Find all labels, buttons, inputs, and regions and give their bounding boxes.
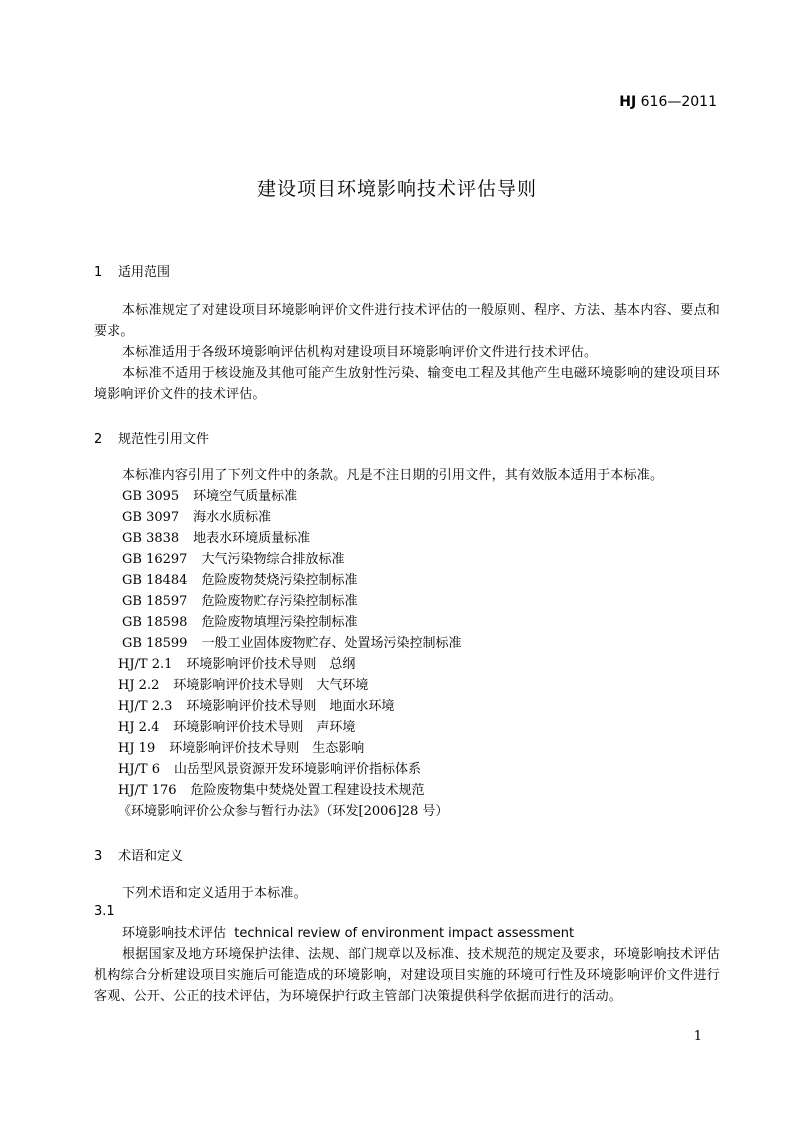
reference-name: 环境影响评价技术导则 大气环境: [173, 678, 369, 693]
section-2-heading: [94, 428, 209, 447]
reference-name: 危险废物贮存污染控制标准: [201, 594, 358, 609]
section-title: 适用范围: [118, 265, 171, 280]
reference-code: GB 16297: [122, 552, 188, 567]
term-chinese: 环境影响技术评估: [122, 926, 227, 941]
reference-name: 环境空气质量标准: [193, 489, 298, 504]
reference-item: 《环境影响评价公众参与暂行办法》（环发[2006]28 号）: [118, 804, 449, 819]
reference-item: [122, 507, 271, 528]
reference-name: 危险废物集中焚烧处置工程建设技术规范: [190, 783, 425, 798]
reference-name: 环境影响评价技术导则 地面水环境: [186, 699, 395, 714]
term-definition: 根据国家及地方环境保护法律、法规、部门规章以及标准、技术规范的规定及要求，环境影响技术评估机构综合分析建设项目实施后可能造成的环境影响，对建设项目实施的环境可行性及环境影响评价文件进行客观、公开、公正的技术评估，为环境保护行政主管部门决策提供科学依据而进行的活动。: [94, 947, 720, 1004]
paragraph: 本标准内容引用了下列文件中的条款。凡是不注日期的引用文件，其有效版本适用于本标准。: [122, 468, 664, 483]
reference-name: 山岳型风景资源开发环境影响评价指标体系: [174, 762, 422, 777]
reference-item: [122, 486, 297, 507]
reference-item: [118, 654, 355, 675]
reference-name: 一般工业固体废物贮存、处置场污染控制标准: [201, 636, 462, 651]
reference-item: [122, 633, 461, 654]
reference-item: [122, 612, 357, 633]
reference-item: [118, 675, 368, 696]
reference-code: HJ/T 2.1: [118, 657, 173, 672]
reference-name: 大气污染物综合排放标准: [201, 552, 345, 567]
section-number: 2: [94, 432, 103, 447]
reference-name: 危险废物焚烧污染控制标准: [201, 573, 358, 588]
standard-code-suffix: 616—2011: [636, 94, 717, 110]
reference-name: 地表水环境质量标准: [193, 531, 311, 546]
reference-name: 环境影响评价技术导则 声环境: [173, 720, 356, 735]
reference-code: GB 18484: [122, 573, 188, 588]
reference-item: [122, 549, 344, 570]
reference-name: 危险废物填埋污染控制标准: [201, 615, 358, 630]
paragraph: 下列术语和定义适用于本标准。: [122, 886, 307, 901]
term-number: 3.1: [94, 904, 115, 919]
reference-code: HJ 2.2: [118, 678, 160, 693]
section-title: 术语和定义: [118, 849, 184, 864]
reference-code: HJ/T 2.3: [118, 699, 173, 714]
reference-item: [118, 696, 394, 717]
reference-item: [122, 570, 357, 591]
reference-code: GB 3097: [122, 510, 180, 525]
section-number: 3: [94, 849, 103, 864]
standard-code: [619, 94, 717, 110]
reference-name: 环境影响评价技术导则 生态影响: [169, 741, 365, 756]
section-3-heading: [94, 845, 183, 864]
section-1-heading: [94, 261, 170, 280]
reference-name: 海水水质标准: [193, 510, 272, 525]
reference-code: HJ 2.4: [118, 720, 160, 735]
reference-item: [122, 591, 357, 612]
paragraph: 本标准规定了对建设项目环境影响评价文件进行技术评估的一般原则、程序、方法、基本内容、要点和要求。: [94, 303, 720, 339]
term-english: technical review of environment impact assessment: [234, 926, 575, 941]
document-title: 建设项目环境影响技术评估导则: [256, 178, 537, 200]
reference-code: GB 18599: [122, 636, 188, 651]
reference-item: [118, 717, 355, 738]
reference-code: GB 18598: [122, 615, 188, 630]
paragraph: 本标准适用于各级环境影响评估机构对建设项目环境影响评价文件进行技术评估。: [122, 345, 598, 360]
reference-code: HJ 19: [118, 741, 156, 756]
reference-code: GB 3095: [122, 489, 180, 504]
reference-code: HJ/T 6: [118, 762, 161, 777]
section-title: 规范性引用文件: [118, 432, 210, 447]
paragraph: 本标准不适用于核设施及其他可能产生放射性污染、输变电工程及其他产生电磁环境影响的建设项目环境影响评价文件的技术评估。: [94, 366, 720, 402]
page-number: 1: [693, 1029, 702, 1044]
standard-code-prefix: HJ: [619, 94, 637, 110]
reference-name: 环境影响评价技术导则 总纲: [186, 657, 356, 672]
reference-item: [118, 738, 364, 759]
reference-item: [122, 528, 310, 549]
reference-item: [118, 780, 425, 801]
reference-item: [118, 759, 421, 780]
reference-code: GB 3838: [122, 531, 180, 546]
term-heading: [122, 922, 574, 941]
reference-code: GB 18597: [122, 594, 188, 609]
section-number: 1: [94, 265, 103, 280]
reference-code: HJ/T 176: [118, 783, 177, 798]
